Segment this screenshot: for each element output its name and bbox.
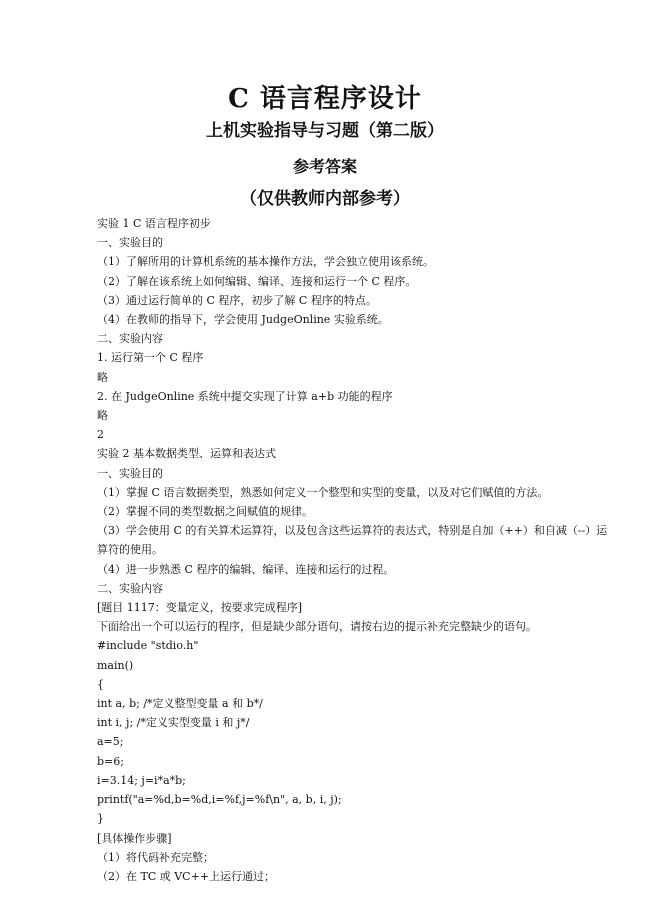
document-body — [97, 214, 608, 886]
code-line: b=6; — [97, 754, 124, 768]
list-item: （1）了解所用的计算机系统的基本操作方法，学会独立使用该系统。 — [97, 255, 434, 269]
subsection-heading: 一、实验目的 — [97, 466, 163, 480]
list-item: （1）掌握 C 语言数据类型，熟悉如何定义一个整型和实型的变量，以及对它们赋值的方法。 — [97, 485, 549, 499]
list-item: （2）掌握不同的类型数据之间赋值的规律。 — [97, 505, 313, 519]
page-number: 2 — [97, 428, 104, 442]
subsection-heading: 二、实验内容 — [97, 581, 163, 595]
exercise-title: [题目 1117：变量定义，按要求完成程序] — [97, 601, 303, 615]
code-line: i=3.14; j=i*a*b; — [97, 773, 186, 787]
list-item: （3）通过运行简单的 C 程序，初步了解 C 程序的特点。 — [97, 293, 377, 307]
list-item: （4）进一步熟悉 C 程序的编辑、编译、连接和运行的过程。 — [97, 562, 395, 576]
text-line: 略 — [97, 370, 108, 384]
subsection-heading: 一、实验目的 — [97, 236, 163, 250]
task-item: 1. 运行第一个 C 程序 — [97, 351, 204, 365]
list-item: （3）学会使用 C 的有关算术运算符，以及包含这些运算符的表达式，特别是自加（++）和自减（--）运 — [97, 524, 608, 538]
subsection-heading: [具体操作步骤] — [97, 831, 172, 845]
section-heading: 实验 2 基本数据类型、运算和表达式 — [97, 447, 276, 461]
code-line: #include "stdio.h" — [97, 639, 199, 653]
code-line: main() — [97, 658, 134, 672]
code-line: a=5; — [97, 735, 124, 749]
code-line: int a, b; /*定义整型变量 a 和 b*/ — [97, 697, 263, 711]
text-line: 下面给出一个可以运行的程序，但是缺少部分语句，请按右边的提示补充完整缺少的语句。 — [97, 620, 537, 634]
code-line: { — [97, 677, 104, 691]
section-heading: 实验 1 C 语言程序初步 — [97, 217, 211, 230]
answer-heading: 参考答案 — [292, 157, 357, 176]
task-item: 2. 在 JudgeOnline 系统中提交实现了计算 a+b 功能的程序 — [97, 389, 393, 403]
document-title: C 语言程序设计 — [228, 84, 422, 114]
document-subtitle: 上机实验指导与习题（第二版） — [206, 121, 444, 141]
list-item: （1）将代码补充完整； — [97, 850, 214, 864]
list-item-continuation: 算符的使用。 — [97, 543, 163, 557]
usage-note: （仅供教师内部参考） — [240, 189, 410, 209]
code-line: } — [97, 812, 104, 826]
text-line: 略 — [97, 409, 108, 423]
list-item: （4）在教师的指导下，学会使用 JudgeOnline 实验系统。 — [97, 313, 389, 327]
list-item: （2）了解在该系统上如何编辑、编译、连接和运行一个 C 程序。 — [97, 274, 417, 288]
code-line: int i, j; /*定义实型变量 i 和 j*/ — [97, 716, 250, 730]
list-item: （2）在 TC 或 VC++上运行通过； — [97, 869, 276, 883]
subsection-heading: 二、实验内容 — [97, 332, 163, 346]
code-line: printf("a=%d,b=%d,i=%f,j=%f\n", a, b, i, j); — [97, 793, 342, 807]
